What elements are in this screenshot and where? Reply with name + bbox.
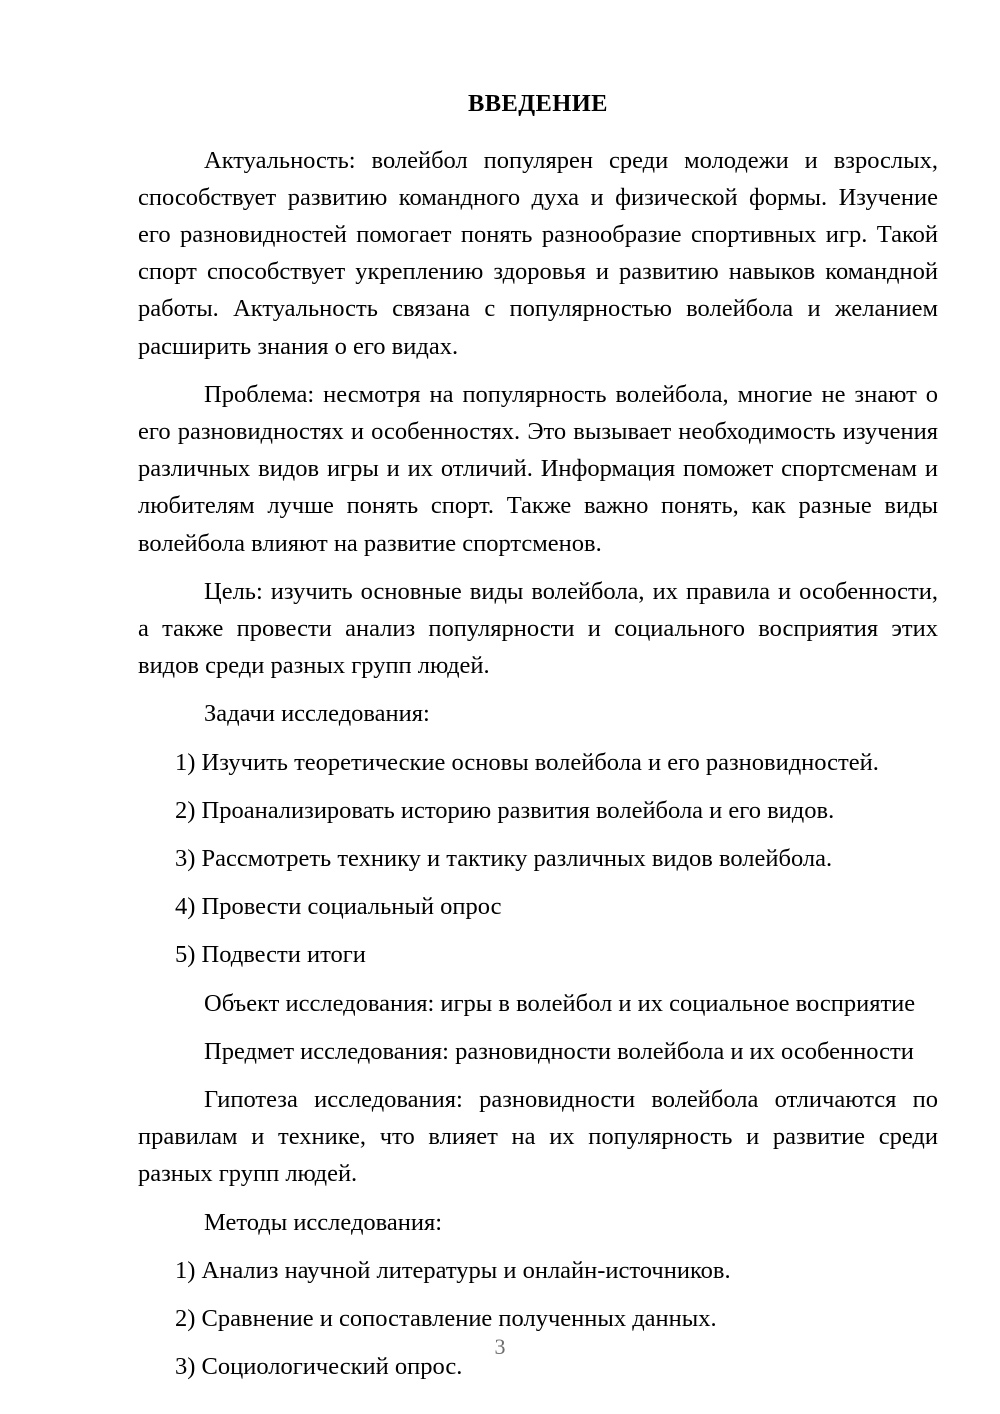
document-body	[138, 88, 938, 1385]
line-object-of-study: Объект исследования: игры в волейбол и их социальное восприятие	[204, 989, 916, 1017]
heading-tasks: Задачи исследования:	[204, 700, 430, 728]
page-title: ВВЕДЕНИЕ	[468, 90, 608, 117]
list-item: 2) Сравнение и сопоставление полученных данных.	[175, 1304, 717, 1332]
paragraph-hypothesis: Гипотеза исследования: разновидности волейбола отличаются по правилам и технике, что влияет на их популярность и развитие среди разных групп людей.	[138, 1085, 938, 1188]
line-subject-of-study: Предмет исследования: разновидности волейбола и их особенности	[204, 1037, 914, 1065]
list-item: 1) Изучить теоретические основы волейбола и его разновидностей.	[175, 748, 879, 776]
paragraph-problem: Проблема: несмотря на популярность волейбола, многие не знают о его разновидностях и особенностях. Это вызывает необходимость изучения различных видов игры и их отличий. Информация поможет спортсменам и любителям лучше понять спорт. Также важно понять, как разные виды волейбола влияют на развитие спортсменов.	[138, 380, 938, 557]
list-item: 3) Социологический опрос.	[175, 1353, 463, 1381]
list-item: 1) Анализ научной литературы и онлайн-источников.	[175, 1256, 731, 1284]
list-item: 4) Провести социальный опрос	[175, 893, 502, 921]
list-item: 2) Проанализировать историю развития волейбола и его видов.	[175, 796, 835, 824]
list-item: 3) Рассмотреть технику и тактику различных видов волейбола.	[175, 844, 833, 872]
paragraph-relevance: Актуальность: волейбол популярен среди молодежи и взрослых, способствует развитию командного духа и физической формы. Изучение его разновидностей помогает понять разнообразие спортивных игр. Такой спорт способствует укреплению здоровья и развитию навыков командной работы. Актуальность связана с популярностью волейбола и желанием расширить знания о его видах.	[138, 146, 938, 360]
heading-methods: Методы исследования:	[204, 1208, 443, 1236]
paragraph-goal: Цель: изучить основные виды волейбола, их правила и особенности, а также провести анализ популярности и социального восприятия этих видов среди разных групп людей.	[138, 577, 938, 680]
page-number: 3	[494, 1334, 506, 1359]
list-item: 5) Подвести итоги	[175, 941, 366, 969]
